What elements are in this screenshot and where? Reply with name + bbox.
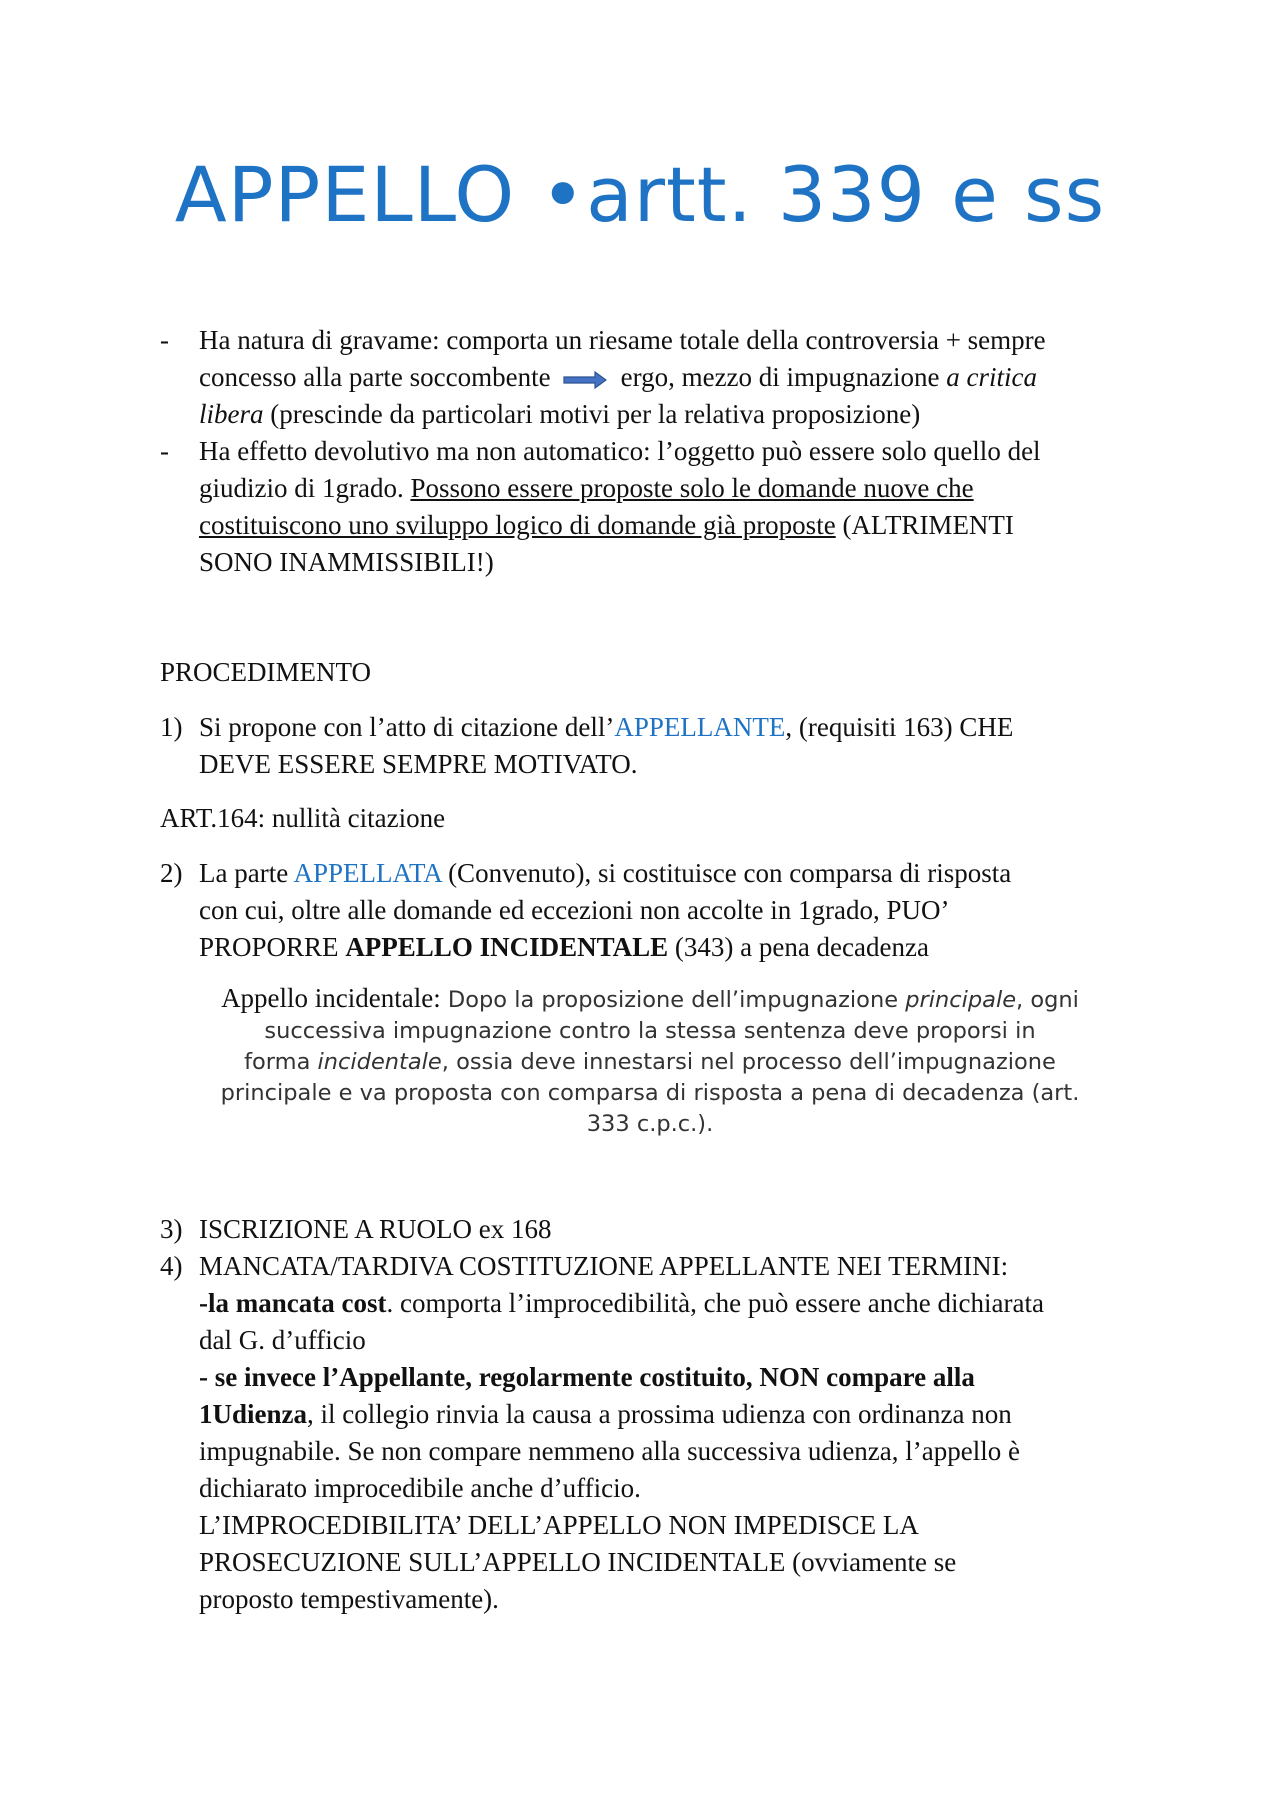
italic-text: incidentale bbox=[317, 1049, 442, 1075]
bullet-list bbox=[160, 322, 1150, 581]
text-line bbox=[199, 507, 1150, 544]
text-run: giudizio di 1grado. bbox=[199, 473, 411, 503]
text-run: (prescinde da particolari motivi per la relativa proposizione) bbox=[263, 399, 921, 429]
right-arrow-icon bbox=[563, 371, 607, 389]
text-line: Ha natura di gravame: comporta un riesame totale della controversia + sempre bbox=[199, 325, 1046, 355]
steps-3-4 bbox=[160, 1211, 1150, 1618]
quote-line: principale e va proposta con comparsa di risposta a pena di decadenza (art. bbox=[220, 1080, 1080, 1106]
highlighted-term: APPELLANTE bbox=[614, 712, 786, 742]
text-run: Si propone con l’atto di citazione dell’ bbox=[199, 712, 615, 742]
underlined-text: Possono essere proposte solo le domande nuove che bbox=[410, 473, 974, 503]
heading-text: PROCEDIMENTO bbox=[160, 657, 372, 687]
bold-text: 1Udienza bbox=[199, 1399, 307, 1429]
step-2 bbox=[160, 855, 1150, 966]
text-run: PROPORRE bbox=[199, 932, 346, 962]
numbered-item bbox=[160, 1211, 1150, 1248]
text-line: PROSECUZIONE SULL’APPELLO INCIDENTALE (ovviamente se bbox=[199, 1547, 957, 1577]
bullet-marker: - bbox=[160, 325, 169, 355]
text-line bbox=[199, 929, 1150, 966]
bold-text: APPELLO INCIDENTALE bbox=[345, 932, 669, 962]
text-line: L’IMPROCEDIBILITA’ DELL’APPELLO NON IMPEDISCE LA bbox=[199, 1510, 919, 1540]
text-line: dichiarato improcedibile anche d’ufficio. bbox=[199, 1473, 641, 1503]
text-run: (343) a pena decadenza bbox=[668, 932, 929, 962]
numbered-item bbox=[160, 1248, 1150, 1618]
text-run: (ALTRIMENTI bbox=[835, 510, 1014, 540]
bullet-marker: - bbox=[160, 436, 169, 466]
item-number: 2) bbox=[160, 858, 183, 888]
quote-line bbox=[170, 1047, 1130, 1078]
text-run: Dopo la proposizione dell’impugnazione bbox=[440, 987, 906, 1013]
text-run: , (requisiti 163) CHE bbox=[785, 712, 1014, 742]
text-line bbox=[199, 709, 1150, 746]
text-run: . comporta l’improcedibilità, che può essere anche dichiarata bbox=[386, 1288, 1044, 1318]
definition-quote bbox=[170, 983, 1130, 1140]
text-run: La parte bbox=[199, 858, 294, 888]
text-run: , ossia deve innestarsi nel processo dell’impugnazione bbox=[441, 1049, 1056, 1075]
text-run: forma bbox=[244, 1049, 318, 1075]
quote-line bbox=[170, 983, 1130, 1016]
text-line: MANCATA/TARDIVA COSTITUZIONE APPELLANTE NEI TERMINI: bbox=[199, 1251, 1009, 1281]
item-number: 4) bbox=[160, 1251, 183, 1281]
text-run: (Convenuto), si costituisce con comparsa di risposta bbox=[441, 858, 1012, 888]
bold-text: -la bbox=[199, 1288, 236, 1318]
text-line bbox=[199, 359, 1150, 396]
italic-text: a critica bbox=[946, 362, 1037, 392]
text-line: dal G. d’ufficio bbox=[199, 1325, 366, 1355]
quote-line: 333 c.p.c.). bbox=[586, 1111, 714, 1137]
bullet-item-devolutivo bbox=[160, 433, 1150, 581]
art-164-note bbox=[160, 800, 1150, 837]
bold-line: - se invece l’Appellante, regolarmente costituito, NON compare alla bbox=[199, 1362, 975, 1392]
text-line bbox=[199, 470, 1150, 507]
underlined-text: costituiscono uno sviluppo logico di domande già proposte bbox=[199, 510, 836, 540]
text-run: , ogni bbox=[1016, 987, 1079, 1013]
page-title: APPELLO •artt. 339 e ss bbox=[174, 150, 1106, 239]
item-number: 1) bbox=[160, 712, 183, 742]
italic-text: libera bbox=[199, 399, 264, 429]
text-line: SONO INAMMISSIBILI!) bbox=[199, 547, 494, 577]
highlighted-term: APPELLATA bbox=[293, 858, 442, 888]
bullet-item-gravame bbox=[160, 322, 1150, 433]
quote-line: successiva impugnazione contro la stessa sentenza deve proporsi in bbox=[264, 1018, 1036, 1044]
text-line bbox=[199, 855, 1150, 892]
text-run: ergo, mezzo di impugnazione bbox=[620, 362, 947, 392]
section-heading bbox=[160, 654, 1150, 691]
text-line bbox=[199, 1396, 1150, 1433]
numbered-item bbox=[160, 709, 1150, 783]
text-line bbox=[199, 396, 1150, 433]
text-line: ISCRIZIONE A RUOLO ex 168 bbox=[199, 1214, 552, 1244]
text-run: concesso alla parte soccombente bbox=[199, 362, 551, 392]
text-run: , il collegio rinvia la causa a prossima udienza con ordinanza non bbox=[307, 1399, 1012, 1429]
text-line: ART.164: nullità citazione bbox=[160, 803, 446, 833]
step-1 bbox=[160, 709, 1150, 783]
item-number: 3) bbox=[160, 1214, 183, 1244]
quote-label: Appello incidentale: bbox=[221, 983, 441, 1013]
bold-text: mancata cost bbox=[235, 1288, 387, 1318]
text-line: impugnabile. Se non compare nemmeno alla successiva udienza, l’appello è bbox=[199, 1436, 1020, 1466]
numbered-item bbox=[160, 855, 1150, 966]
text-line: con cui, oltre alle domande ed eccezioni non accolte in 1grado, PUO’ bbox=[199, 895, 950, 925]
text-line: DEVE ESSERE SEMPRE MOTIVATO. bbox=[199, 749, 638, 779]
italic-text: principale bbox=[905, 987, 1017, 1013]
text-line: Ha effetto devolutivo ma non automatico: l’oggetto può essere solo quello del bbox=[199, 436, 1041, 466]
text-line: proposto tempestivamente). bbox=[199, 1584, 499, 1614]
text-line bbox=[199, 1285, 1150, 1322]
